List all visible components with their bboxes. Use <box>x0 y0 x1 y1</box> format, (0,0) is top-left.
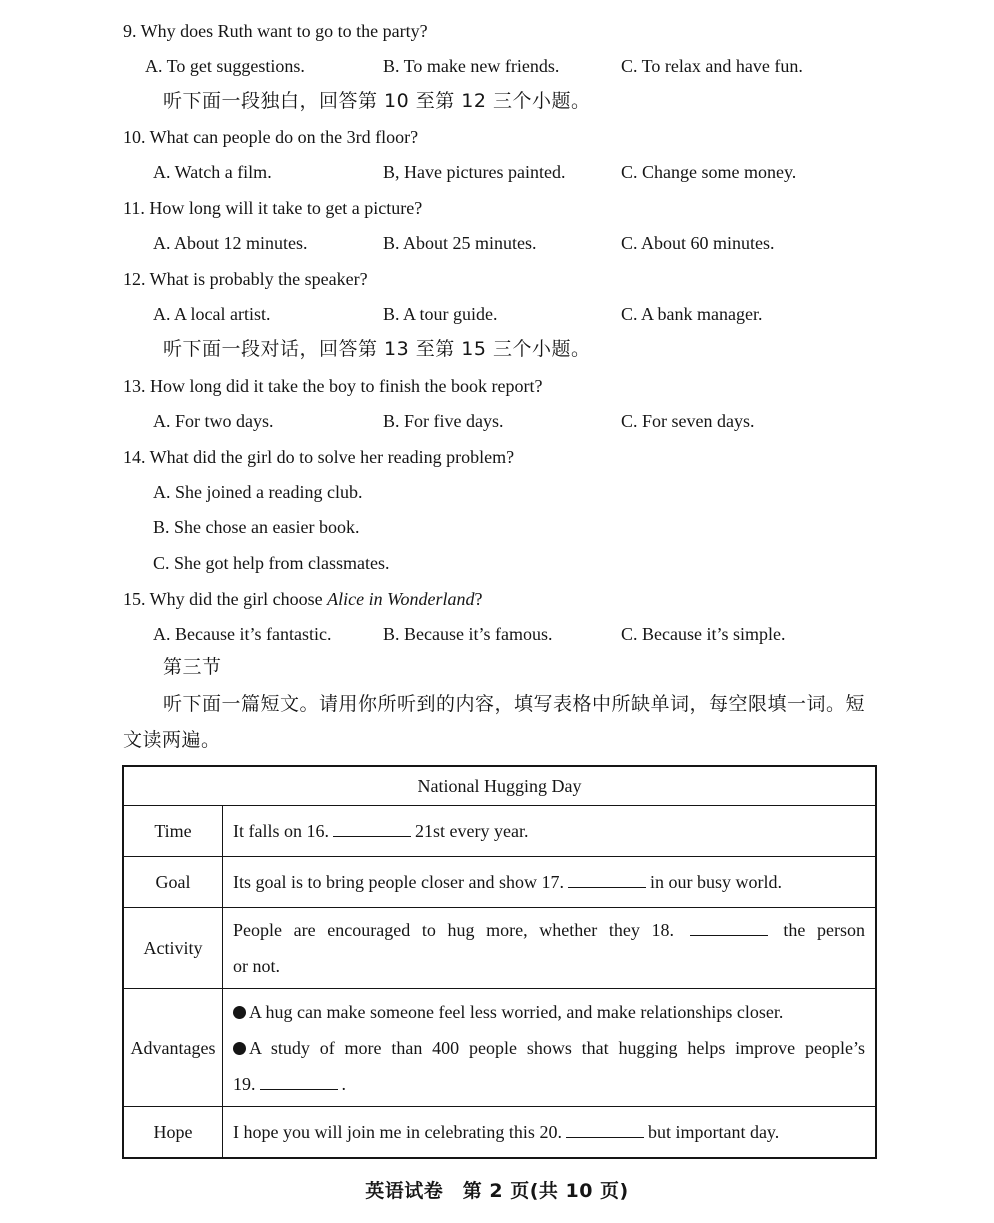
time-text-before: It falls on 16. <box>233 821 329 841</box>
row-content-time <box>223 806 877 857</box>
question-12-option-b: B. A tour guide. <box>383 304 498 324</box>
question-10-option-b: B, Have pictures painted. <box>383 162 566 182</box>
question-9-option-c: C. To relax and have fun. <box>621 56 803 76</box>
bullet-dot-icon <box>233 1042 246 1055</box>
question-13-option-a: A. For two days. <box>153 411 274 431</box>
advantage-bullet-2 <box>233 1030 865 1066</box>
question-10-stem: 10. What can people do on the 3rd floor? <box>123 127 419 147</box>
question-13-option-b: B. For five days. <box>383 411 504 431</box>
table-title: National Hugging Day <box>123 766 876 806</box>
row-label-hope: Hope <box>123 1107 223 1158</box>
dialogue-instruction: 听下面一段对话，回答第 13 至第 15 三个小题。 <box>163 338 591 360</box>
question-11-option-a: A. About 12 minutes. <box>153 233 308 253</box>
question-14-option-a: A. She joined a reading club. <box>153 482 363 502</box>
bullet-dot-icon <box>233 1006 246 1019</box>
goal-text-before: Its goal is to bring people closer and show 17. <box>233 872 564 892</box>
blank-20 <box>566 1123 644 1138</box>
question-15-stem-prefix: 15. Why did the girl choose <box>123 589 328 609</box>
question-11-option-c: C. About 60 minutes. <box>621 233 775 253</box>
question-13-stem: 13. How long did it take the boy to finish the book report? <box>123 376 543 396</box>
question-9-option-b: B. To make new friends. <box>383 56 560 76</box>
question-14-stem: 14. What did the girl do to solve her reading problem? <box>123 447 515 467</box>
question-15-stem-suffix: ? <box>474 589 483 609</box>
blank-18 <box>690 921 768 936</box>
question-9-option-a: A. To get suggestions. <box>145 56 305 76</box>
monologue-instruction: 听下面一段独白，回答第 10 至第 12 三个小题。 <box>163 90 591 112</box>
blank-19 <box>260 1075 338 1090</box>
question-15-option-a: A. Because it’s fantastic. <box>153 624 332 644</box>
question-15-option-b: B. Because it’s famous. <box>383 624 553 644</box>
page-footer: 英语试卷 第 2 页(共 10 页) <box>365 1180 629 1202</box>
question-14-option-c: C. She got help from classmates. <box>153 553 390 573</box>
blank-17 <box>568 873 646 888</box>
section-3-instruction: 听下面一篇短文。请用你所听到的内容，填写表格中所缺单词，每空限填一词。短文读两遍。 <box>123 693 866 751</box>
question-12-stem: 12. What is probably the speaker? <box>123 269 368 289</box>
question-15-book-title: Alice in Wonderland <box>327 589 475 609</box>
activity-text-after: the person <box>783 920 866 940</box>
hope-text-before: I hope you will join me in celebrating this 20. <box>233 1121 562 1142</box>
activity-line-1 <box>233 912 865 948</box>
question-15-option-c: C. Because it’s simple. <box>621 624 786 644</box>
hope-text-after: but important day. <box>647 1121 780 1142</box>
row-content-advantages <box>223 989 877 1107</box>
advantage-bullet-1 <box>233 994 865 1030</box>
activity-line-2: or not. <box>233 956 280 976</box>
blank-16 <box>333 822 411 837</box>
section-3-title: 第三节 <box>163 656 222 678</box>
goal-text-after: in our busy world. <box>649 872 782 892</box>
row-label-advantages: Advantages <box>123 989 223 1107</box>
advantage-2-number: 19. <box>233 1073 256 1094</box>
question-15-stem <box>123 588 482 610</box>
hugging-day-table <box>122 765 877 1159</box>
advantage-1-text: A hug can make someone feel less worried, and make relationships closer. <box>249 1001 784 1022</box>
question-13-option-c: C. For seven days. <box>621 411 755 431</box>
question-11-option-b: B. About 25 minutes. <box>383 233 537 253</box>
advantage-2-text: A study of more than 400 people shows that hugging helps improve people’s <box>249 1037 865 1058</box>
row-label-time: Time <box>123 806 223 857</box>
activity-text-before: People are encouraged to hug more, whether they 18. <box>233 920 675 940</box>
question-10-option-c: C. Change some money. <box>621 162 797 182</box>
question-12-option-a: A. A local artist. <box>153 304 271 324</box>
row-content-hope <box>223 1107 877 1158</box>
question-9-stem: 9. Why does Ruth want to go to the party? <box>123 21 428 41</box>
row-label-activity: Activity <box>123 908 223 989</box>
row-content-activity <box>223 908 877 989</box>
question-10-option-a: A. Watch a film. <box>153 162 272 182</box>
question-11-stem: 11. How long will it take to get a picture? <box>123 198 423 218</box>
row-label-goal: Goal <box>123 857 223 908</box>
question-14-option-b: B. She chose an easier book. <box>153 517 360 537</box>
question-12-option-c: C. A bank manager. <box>621 304 763 324</box>
time-text-after: 21st every year. <box>415 821 529 841</box>
advantage-bullet-2-cont: 19. . <box>233 1073 346 1094</box>
row-content-goal <box>223 857 877 908</box>
